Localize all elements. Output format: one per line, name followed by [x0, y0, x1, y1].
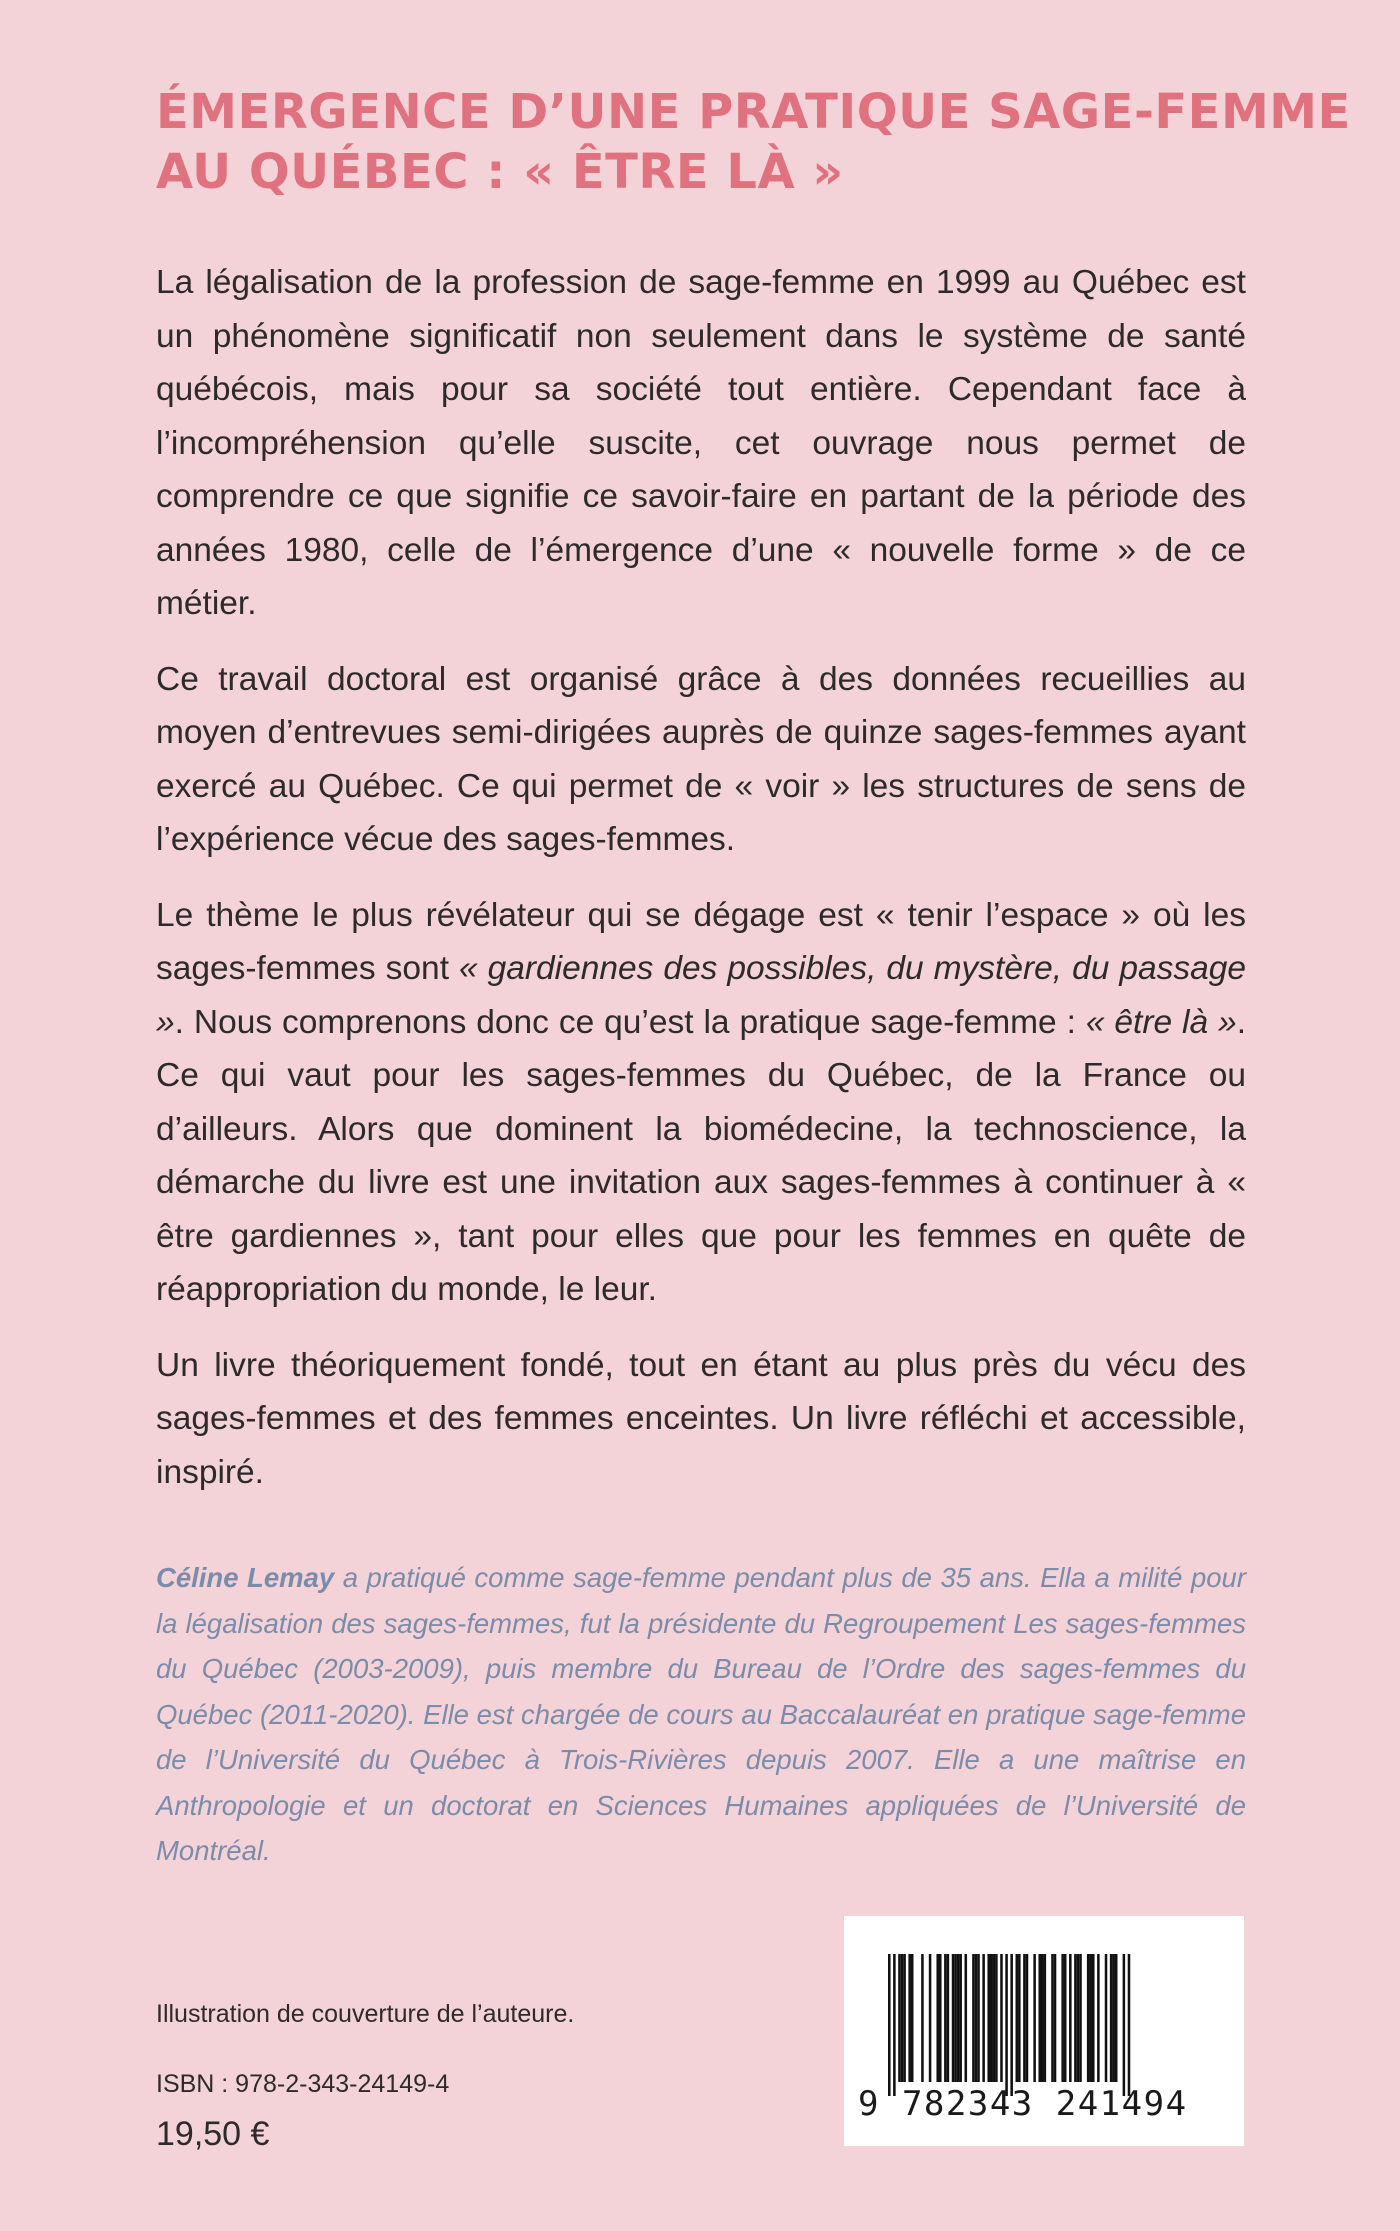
barcode-bar: [1128, 1954, 1131, 2096]
barcode-bar: [1079, 1954, 1082, 2082]
barcode-bar: [990, 1954, 993, 2082]
barcode-bar: [944, 1954, 947, 2082]
summary-paragraph-3: [156, 889, 1246, 1317]
barcode-bar: [972, 1954, 975, 2082]
barcode-bar: [1105, 1954, 1108, 2082]
barcode-bar: [1064, 1954, 1067, 2082]
barcode-bar: [954, 1954, 957, 2082]
barcode: [844, 1916, 1244, 2146]
barcode-bar: [987, 1954, 990, 2082]
barcode-bar: [1023, 1954, 1026, 2082]
back-cover-summary: [156, 256, 1246, 1499]
barcode-bar: [911, 1954, 914, 2082]
barcode-bar: [1010, 1954, 1013, 2096]
barcode-bar: [1077, 1954, 1080, 2082]
barcode-bar: [1044, 1954, 1047, 2082]
barcode-digits: 9 782343 241494: [858, 2084, 1188, 2124]
barcode-bar: [1033, 1954, 1036, 2082]
barcode-bar: [1112, 1954, 1115, 2082]
barcode-bar: [995, 1954, 998, 2082]
barcode-bar: [908, 1954, 911, 2082]
book-title-line-1: ÉMERGENCE D’UNE PRATIQUE SAGE-FEMME: [156, 84, 1351, 140]
barcode-bar: [1018, 1954, 1021, 2082]
summary-paragraph-2: Ce travail doctoral est organisé grâce à des données recueillies au moyen d’entrevues semi-dirigées auprès de quinze sages-femmes ayant exercé au Québec. Ce qui permet de « voir » les structures de sens de l’expérience vécue des sages-femmes.: [156, 660, 1246, 858]
barcode-bar: [1069, 1954, 1072, 2082]
summary-paragraph-4: Un livre théoriquement fondé, tout en étant au plus près du vécu des sages-femmes et des femmes enceintes. Un livre réfléchi et accessible, inspiré.: [156, 1346, 1246, 1491]
barcode-bar: [921, 1954, 924, 2082]
barcode-bar: [1089, 1954, 1092, 2082]
author-bio: [156, 1555, 1246, 1874]
cover-illustration-credit: Illustration de couverture de l’auteure.: [156, 2000, 575, 2028]
barcode-bar: [1074, 1954, 1077, 2082]
barcode-bar: [1061, 1954, 1064, 2082]
price: 19,50 €: [156, 2115, 270, 2153]
barcode-bar: [965, 1954, 968, 2082]
barcode-bar: [1054, 1954, 1057, 2082]
barcode-bar: [1005, 1954, 1008, 2096]
barcode-bar: [952, 1954, 955, 2082]
barcode-bar: [1110, 1954, 1113, 2082]
barcode-bar: [893, 1954, 896, 2096]
barcode-bar: [977, 1954, 980, 2082]
isbn: ISBN : 978-2-343-24149-4: [156, 2070, 450, 2098]
barcode-bar: [1000, 1954, 1003, 2082]
barcode-bar: [903, 1954, 906, 2082]
book-title: [156, 82, 1351, 202]
barcode-bar: [1026, 1954, 1029, 2082]
barcode-bar: [959, 1954, 962, 2082]
barcode-bar: [888, 1954, 891, 2096]
summary-paragraph-1: La légalisation de la profession de sage-femme en 1999 au Québec est un phénomène significatif non seulement dans le système de santé québécois, mais pour sa société tout entière. Cependant face à l’incompréhension qu’elle suscite, cet ouvrage nous permet de comprendre ce que signifie ce savoir-faire en partant de la période des années 1980, celle de l’émergence d’une « nouvelle forme » de ce métier.: [156, 264, 1246, 622]
barcode-bar: [1123, 1954, 1126, 2096]
barcode-bar: [1097, 1954, 1100, 2082]
barcode-bar: [957, 1954, 960, 2082]
barcode-bar: [1041, 1954, 1044, 2082]
book-title-line-2: AU QUÉBEC : « ÊTRE LÀ »: [156, 144, 844, 200]
paragraph-3-quote-2: « être là »: [1085, 1003, 1237, 1041]
barcode-bar: [947, 1954, 950, 2082]
barcode-bar: [1087, 1954, 1090, 2082]
barcode-bar: [898, 1954, 901, 2082]
barcode-bar: [1115, 1954, 1118, 2082]
barcode-bar: [1038, 1954, 1041, 2082]
barcode-bar: [1051, 1954, 1054, 2082]
barcode-bar: [936, 1954, 939, 2082]
author-name: Céline Lemay: [156, 1562, 335, 1593]
paragraph-3-text-3: . Ce qui vaut pour les sages-femmes du Québec, de la France ou d’ailleurs. Alors que dominent la biomédecine, la technoscience, la démarche du livre est une invitation aux sages-femmes à continuer à « être gardiennes », tant pour elles que pour les femmes en quête de réappropriation du monde, le leur.: [156, 1003, 1247, 1308]
barcode-bar: [975, 1954, 978, 2082]
barcode-bar: [929, 1954, 932, 2082]
paragraph-3-quote-1: « gardiennes des possibles, du mystère, du passage »: [156, 950, 1246, 1041]
barcode-bar: [982, 1954, 985, 2082]
barcode-bar: [1016, 1954, 1019, 2082]
barcode-bar: [1092, 1954, 1095, 2082]
paragraph-3-text-2: . Nous comprenons donc ce qu’est la pratique sage-femme :: [174, 1003, 1086, 1041]
paragraph-3-text-1: Le thème le plus révélateur qui se dégage est « tenir l’espace » où les sages-femmes sont: [156, 896, 1246, 987]
author-bio-text: a pratiqué comme sage-femme pendant plus de 35 ans. Ella a milité pour la légalisation des sages-femmes, fut la présidente du Regroupement Les sages-femmes du Québec (2003-2009), puis membre du Bureau de l’Ordre des sages-femmes du Québec (2011-2020). Elle est chargée de cours au Baccalauréat en pratique sage-femme de l’Université du Québec à Trois-Rivières depuis 2007. Elle a une maîtrise en Anthropologie et un doctorat en Sciences Humaines appliquées de l’Université de Montréal.: [156, 1562, 1246, 1866]
barcode-bar: [939, 1954, 942, 2082]
barcode-bar: [901, 1954, 904, 2082]
barcode-bar: [993, 1954, 996, 2082]
